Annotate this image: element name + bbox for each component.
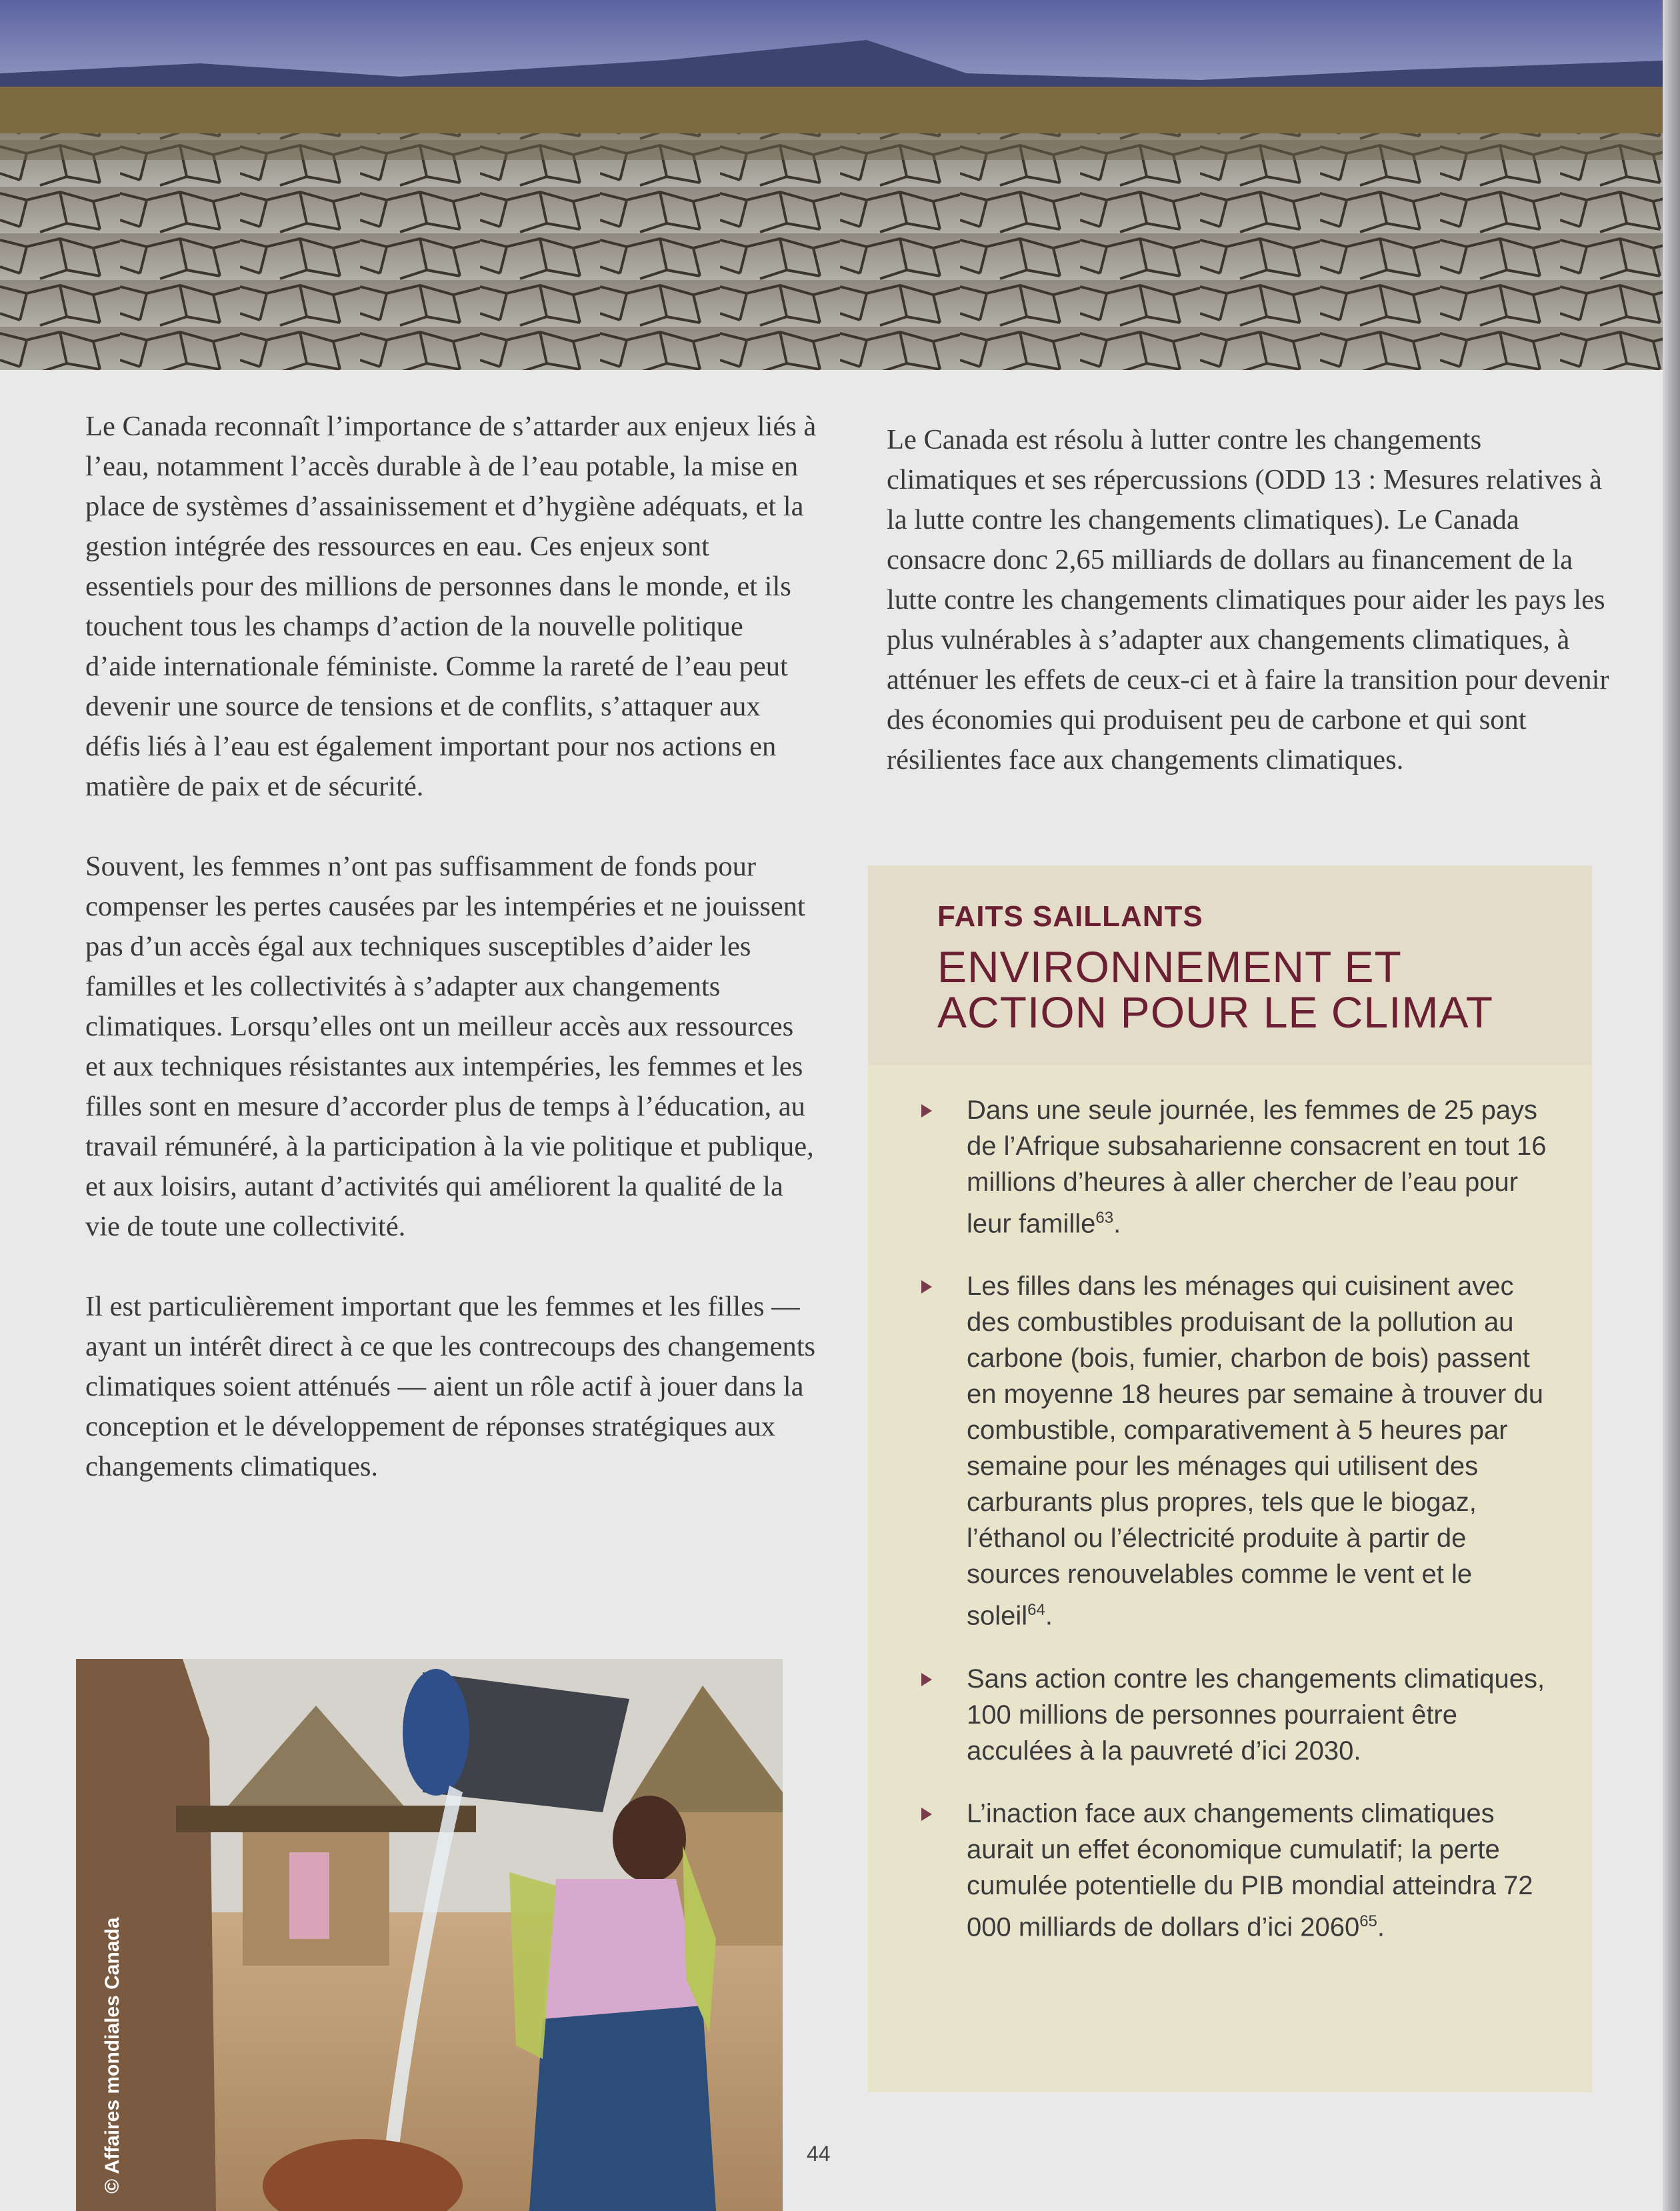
page-edge-shadow — [1663, 0, 1680, 2211]
highlights-title — [937, 944, 1577, 1035]
highlights-item-end: . — [1377, 1912, 1385, 1942]
highlights-item-end: . — [1045, 1601, 1053, 1631]
left-paragraph-women-role: Il est particulièrement important que les femmes et les filles — ayant un intérêt direct à ce que les contrecoups des changements climatiques soient atténués — aient un rôle actif à jouer dans la conception et le développement de réponses stratégiques aux changements climatiques. — [85, 1291, 816, 1482]
triangle-bullet-icon — [921, 1808, 932, 1821]
triangle-bullet-icon — [921, 1280, 932, 1294]
left-paragraph-water: Le Canada reconnaît l’importance de s’attarder aux enjeux liés à l’eau, notamment l’accès durable à de l’eau potable, la mise en place de systèmes d’assainissement et d’hygiène adéquats, et la gestion intégrée des ressources en eau. Ces enjeux sont essentiels pour des millions de personnes dans le monde, et ils touchent tous les champs d’action de la nouvelle politique d’aide internationale féministe. Comme la rareté de l’eau peut devenir une source de tensions et de conflits, s’attaquer aux défis liés à l’eau est également important pour nos actions en matière de paix et de sécurité. — [85, 411, 817, 802]
page-number: 44 — [807, 2142, 831, 2166]
highlights-item-end: . — [1113, 1209, 1121, 1239]
left-column — [85, 407, 819, 1527]
highlights-item — [921, 1268, 1561, 1634]
right-paragraph-climate: Le Canada est résolu à lutter contre les changements climatiques et ses répercussions (ODD 13 : Mesures relatives à la lutte contre les changements climatiques). Le Canada consacre donc 2,65 milliards de dollars au financement de la lutte contre les changements climatiques pour aider les pays les plus vulnérables à s’adapter aux changements climatiques, à atténuer les effets de ceux-ci et à faire la transition pour devenir des économies qui produisent peu de carbone et qui sont résilientes face aux changements climatiques. — [887, 424, 1609, 775]
highlights-title-line-2: ACTION POUR LE CLIMAT — [937, 987, 1493, 1037]
highlights-item-text: Sans action contre les changements climatiques, 100 millions de personnes pourraient être acculées à la pauvreté d’ici 2030. — [967, 1664, 1545, 1766]
highlights-list — [921, 1092, 1561, 1972]
hero-photo-dry-cracked-earth — [0, 0, 1680, 370]
right-column — [887, 420, 1613, 820]
photo-girl-pouring-water — [76, 1659, 783, 2211]
highlights-item-text: L’inaction face aux changements climatiques aurait un effet économique cumulatif; la perte cumulée potentielle du PIB mondial atteindra 72 000 milliards de dollars d’ici 2060 — [967, 1798, 1533, 1942]
highlights-item — [921, 1661, 1561, 1769]
left-paragraph-women-resources: Souvent, les femmes n’ont pas suffisamment de fonds pour compenser les pertes causées par les intempéries et ne jouissent pas d’un accès égal aux techniques susceptibles d’aider les familles et les collectivités à s’adapter aux changements climatiques. Lorsqu’elles ont un meilleur accès aux ressources et aux techniques résistantes aux intempéries, les femmes et les filles sont en mesure d’accorder plus de temps à l’éducation, au travail rémunéré, à la participation à la vie politique et publique, et aux loisirs, autant d’activités qui améliorent la qualité de la vie de toute une collectivité. — [85, 851, 814, 1242]
footnote-ref: 64 — [1027, 1601, 1045, 1620]
highlights-item — [921, 1092, 1561, 1242]
triangle-bullet-icon — [921, 1104, 932, 1118]
highlights-title-line-1: ENVIRONNEMENT ET — [937, 942, 1402, 991]
highlights-box — [868, 865, 1592, 2092]
highlights-item — [921, 1796, 1561, 1945]
triangle-bullet-icon — [921, 1673, 932, 1686]
highlights-item-text: Les filles dans les ménages qui cuisinent avec des combustibles produisant de la pollution au carbone (bois, fumier, charbon de bois) passent en moyenne 18 heures par semaine à trouver du combustible, comparativement à 5 heures par semaine pour les ménages qui utilisent des carburants plus propres, tels que le biogaz, l’éthanol ou l’électricité produite à partir de sources renouvelables comme le vent et le soleil — [967, 1272, 1543, 1631]
photo-credit: © Affaires mondiales Canada — [101, 1917, 123, 2194]
footnote-ref: 65 — [1359, 1912, 1377, 1930]
highlights-kicker: FAITS SAILLANTS — [937, 900, 1203, 933]
highlights-header — [868, 865, 1592, 1065]
highlights-item-text: Dans une seule journée, les femmes de 25 pays de l’Afrique subsaharienne consacrent en tout 16 millions d’heures à aller chercher de l’eau pour leur famille — [967, 1095, 1547, 1239]
footnote-ref: 63 — [1095, 1209, 1114, 1227]
